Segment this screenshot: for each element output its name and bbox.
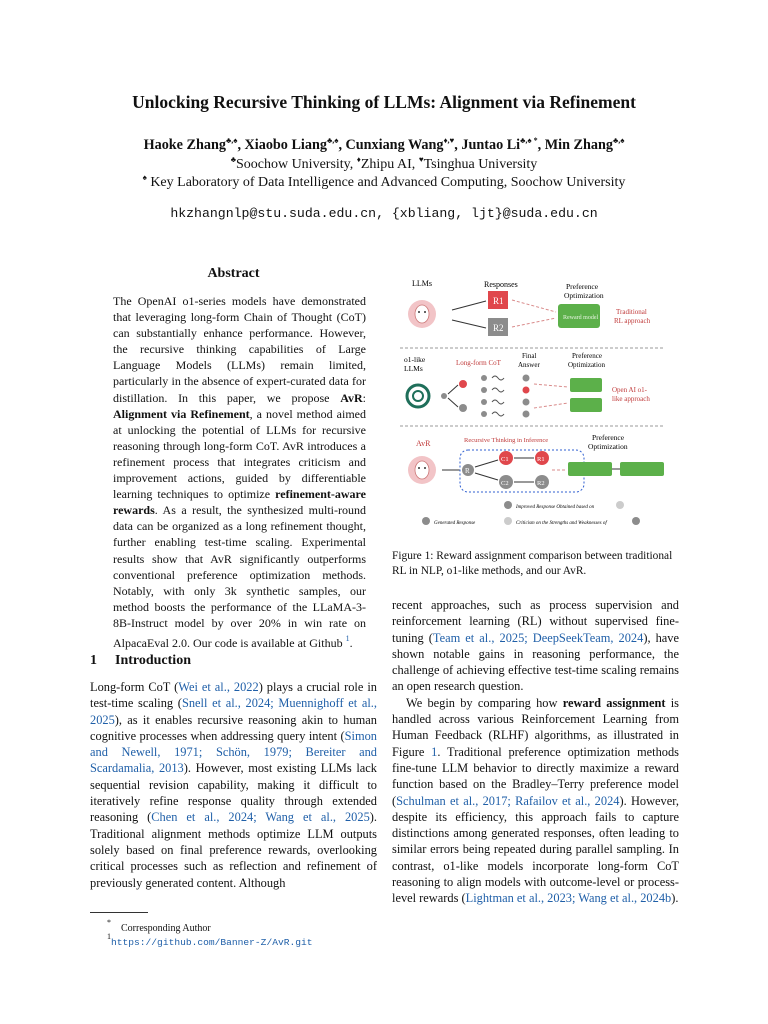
fig-label-final: Final xyxy=(522,352,537,360)
svg-text:Optimization: Optimization xyxy=(564,291,604,300)
footnote-github: $^1$https://github.com/Banner-Z/AvR.git xyxy=(107,932,313,948)
footnote-corresponding: * Corresponding Author xyxy=(107,918,211,934)
response-r1-label: R1 xyxy=(493,296,504,306)
footnote-link[interactable]: 1 xyxy=(345,633,350,643)
svg-text:C2: C2 xyxy=(501,480,509,487)
svg-text:RL approach: RL approach xyxy=(614,317,651,325)
fig-label-responses: Responses xyxy=(484,280,518,289)
author-affiliation-mark: ♣,♠ xyxy=(326,136,339,145)
citation-link[interactable]: Lightman et al., 2023; Wang et al., 2024b xyxy=(465,891,672,906)
citation-link[interactable]: Wei et al., 2022 xyxy=(178,680,259,694)
citation-link[interactable]: Chen et al., 2024; Wang et al., 2025 xyxy=(151,810,370,825)
author-emails: hkzhangnlp@stu.suda.edu.cn, {xbliang, ljt}@suda.edu.cn xyxy=(170,206,598,221)
author-name: Cunxiang Wang xyxy=(345,137,444,153)
llama-icon xyxy=(408,300,436,328)
figure-caption: Figure 1: Reward assignment comparison between traditional RL in NLP, o1-like methods, and our AvR. xyxy=(392,550,673,577)
affiliation-name: Zhipu AI, xyxy=(360,157,419,172)
reward-box-criticism xyxy=(568,462,612,476)
llama-icon xyxy=(408,456,436,484)
fig-label-pref-opt-2: Preference xyxy=(572,352,602,360)
cot-nodes xyxy=(441,375,530,418)
fig-label-o1-llms: o1-like xyxy=(404,355,426,364)
abstract-heading: Abstract xyxy=(207,266,260,281)
figure-ref-link[interactable]: 1 xyxy=(431,744,438,759)
openai-icon xyxy=(407,385,429,407)
svg-text:Criticism on the Strengths and: Criticism on the Strengths and Weaknesses of xyxy=(516,521,607,526)
fig-label-pref-opt-3: Preference xyxy=(592,433,625,442)
dashed-arrow xyxy=(534,403,568,408)
paragraph: We begin by comparing how reward assignment is handled across various Reinforcement Learning from Human Feedback (RLHF) algorithms, as illustrated in Figure 1. Traditional preference optimization methods fine-tune LLM behavior to directly maximize a reward function based on the Bradley–Terry preference model (Schulman et al., 2017; Rafailov et al., 2024). However, despite its efficiency, this approach fails to capture distinctions among generated responses, often leading to similar errors being repeated during parallel sampling. In contrast, o1-like models incorporate long-form CoT reasoning to align models with outcome-level or process-level rewards (Lightman et al., 2023; Wang et al., 2024b). xyxy=(392,695,680,906)
svg-text:R1: R1 xyxy=(537,456,545,463)
author-name: Min Zhang xyxy=(544,137,613,153)
fig-label-pref-opt: Preference xyxy=(566,282,599,291)
affiliation-line xyxy=(0,155,768,173)
citation-link[interactable]: Team et al., 2025; DeepSeekTeam, 2024 xyxy=(432,630,644,645)
author-affiliation-mark: ♣,♠ xyxy=(612,136,625,145)
svg-text:Improved Response Obtained bas: Improved Response Obtained based on xyxy=(516,505,595,510)
fig-label-llms: LLMs xyxy=(412,279,432,288)
section-heading xyxy=(90,653,209,669)
author-affiliation-mark: ♦,♥ xyxy=(443,136,455,145)
approach-label: Traditional xyxy=(616,308,647,316)
svg-text:Optimization: Optimization xyxy=(588,442,628,451)
paragraph: recent approaches, such as process supervision and reinforcement learning (RL) without supervised fine-tuning (Team et al., 2025; DeepSeekTeam, 2024), have shown notable gains in reasoning performance, the challenge of achieving effective test-time scaling remains an open research question. xyxy=(392,598,679,694)
reward-model-label: Reward model xyxy=(563,315,599,321)
github-link[interactable]: https://github.com/Banner-Z/AvR.git xyxy=(111,937,313,948)
footnote-divider xyxy=(90,912,148,913)
response-r2-label: R2 xyxy=(493,323,504,333)
author-name: Juntao Li xyxy=(461,137,521,153)
arrow xyxy=(452,320,486,328)
dashed-arrow xyxy=(534,384,568,387)
figure-legend xyxy=(422,501,640,526)
intro-paragraph: Long-form CoT (Wei et al., 2022) plays a crucial role in test-time scaling (Snell et al., 2024; Muennighoff et al., 2025), as it enables recursive reasoning akin to human cognitive processes when addressing query intent (Simon and Newell, 1971; Schön, 1979; Bereiter and Scardamalia, 2013). However, most existing LLMs lack sequential revision capability, making it difficult to iteratively refine response quality through extended reasoning (Chen et al., 2024; Wang et al., 2025). Traditional alignment methods optimize LLM outputs solely based on final preference rewards, overlooking critical processes such as reflection and refinement of previously generated content. Although xyxy=(90,680,377,890)
affiliation-mark: ♠ xyxy=(142,173,147,182)
svg-text:C1: C1 xyxy=(501,456,509,463)
dashed-arrow xyxy=(512,318,556,327)
section-title: Introduction xyxy=(115,653,191,668)
author-affiliation-mark: ♣,♠ xyxy=(225,136,238,145)
svg-text:R: R xyxy=(465,467,470,475)
affiliation-name: Key Laboratory of Data Intelligence and Advanced Computing, Soochow University xyxy=(146,175,626,190)
dashed-arrow xyxy=(512,300,556,312)
svg-text:Optimization: Optimization xyxy=(568,361,605,369)
citation-link[interactable]: Schulman et al., 2017; Rafailov et al., 2024 xyxy=(396,793,620,808)
paper-title: Unlocking Recursive Thinking of LLMs: Alignment via Refinement xyxy=(132,92,636,112)
svg-text:like approach: like approach xyxy=(612,395,650,403)
affiliation-mark: ♦ xyxy=(356,155,361,164)
affiliation-mark: ♣ xyxy=(230,155,236,164)
arrow xyxy=(475,473,498,480)
author-affiliation-mark: ♣,♠ * xyxy=(520,136,538,145)
citation-link[interactable]: Snell et al., 2024; Muennighoff et al., 2025 xyxy=(90,696,377,727)
svg-text:Generated Response: Generated Response xyxy=(434,521,476,526)
arrow xyxy=(475,460,498,467)
figure-1 xyxy=(396,270,668,532)
arrow xyxy=(452,301,486,310)
fig-label-recursive: Recursive Thinking in Inference xyxy=(464,437,549,444)
abstract-body: The OpenAI o1-series models have demonstrated that leveraging long-form Chain of Thought (CoT) can substantially enhance performance. However, the recursive thinking capabilities of Large Language Models (LLMs) remain limited, particularly in the absence of expert-curated data for distillation. In this paper, we propose AvR: Alignment via Refinement, a novel method aimed at unlocking the potential of LLMs for recursive reasoning through long-form CoT. AvR introduces a refinement process that integrates criticism and improvement actions, guided by differentiable learning techniques to optimize refinement-aware rewards. As a result, the synthesized multi-round data can be organized as a long refinement thought, further enabling test-time scaling. Experimental results show that AvR significantly outperforms conventional preference optimization methods. Notably, with only 3k synthetic samples, our method boosts the performance of the LLaMA-3-8B-Instruct model by over 20% in win rate on AlpacaEval 2.0. Our code is available at Github $^1$. xyxy=(113,294,366,650)
right-column-text xyxy=(392,597,679,907)
fig-label-avr: AvR xyxy=(416,439,431,448)
recursive-region xyxy=(460,450,584,492)
affiliation-line xyxy=(0,173,768,191)
approach-label-2: Open AI o1- xyxy=(612,386,647,394)
reward-box-outcome xyxy=(570,378,602,392)
svg-text:LLMs: LLMs xyxy=(404,364,423,373)
author-list: Haoke Zhang♣,♠, Xiaobo Liang♣,♠, Cunxiang Wang♦,♥, Juntao Li♣,♠ *, Min Zhang♣,♠ xyxy=(143,136,625,153)
fig-label-cot: Long-form CoT xyxy=(456,359,501,367)
affiliation-name: Tsinghua University xyxy=(423,157,538,172)
author-name: Haoke Zhang xyxy=(143,137,226,153)
affiliation-name: Soochow University, xyxy=(235,157,357,172)
section-number: 1 xyxy=(90,653,97,668)
reward-box-refinement xyxy=(620,462,664,476)
svg-text:R2: R2 xyxy=(537,480,545,487)
reward-box-process xyxy=(570,398,602,412)
svg-text:Answer: Answer xyxy=(518,361,540,369)
affiliation-mark: ♥ xyxy=(418,155,424,164)
author-name: Xiaobo Liang xyxy=(244,137,327,153)
citation-link[interactable]: Simon and Newell, 1971; Schön, 1979; Bereiter and Scardamalia, 2013 xyxy=(90,728,377,776)
